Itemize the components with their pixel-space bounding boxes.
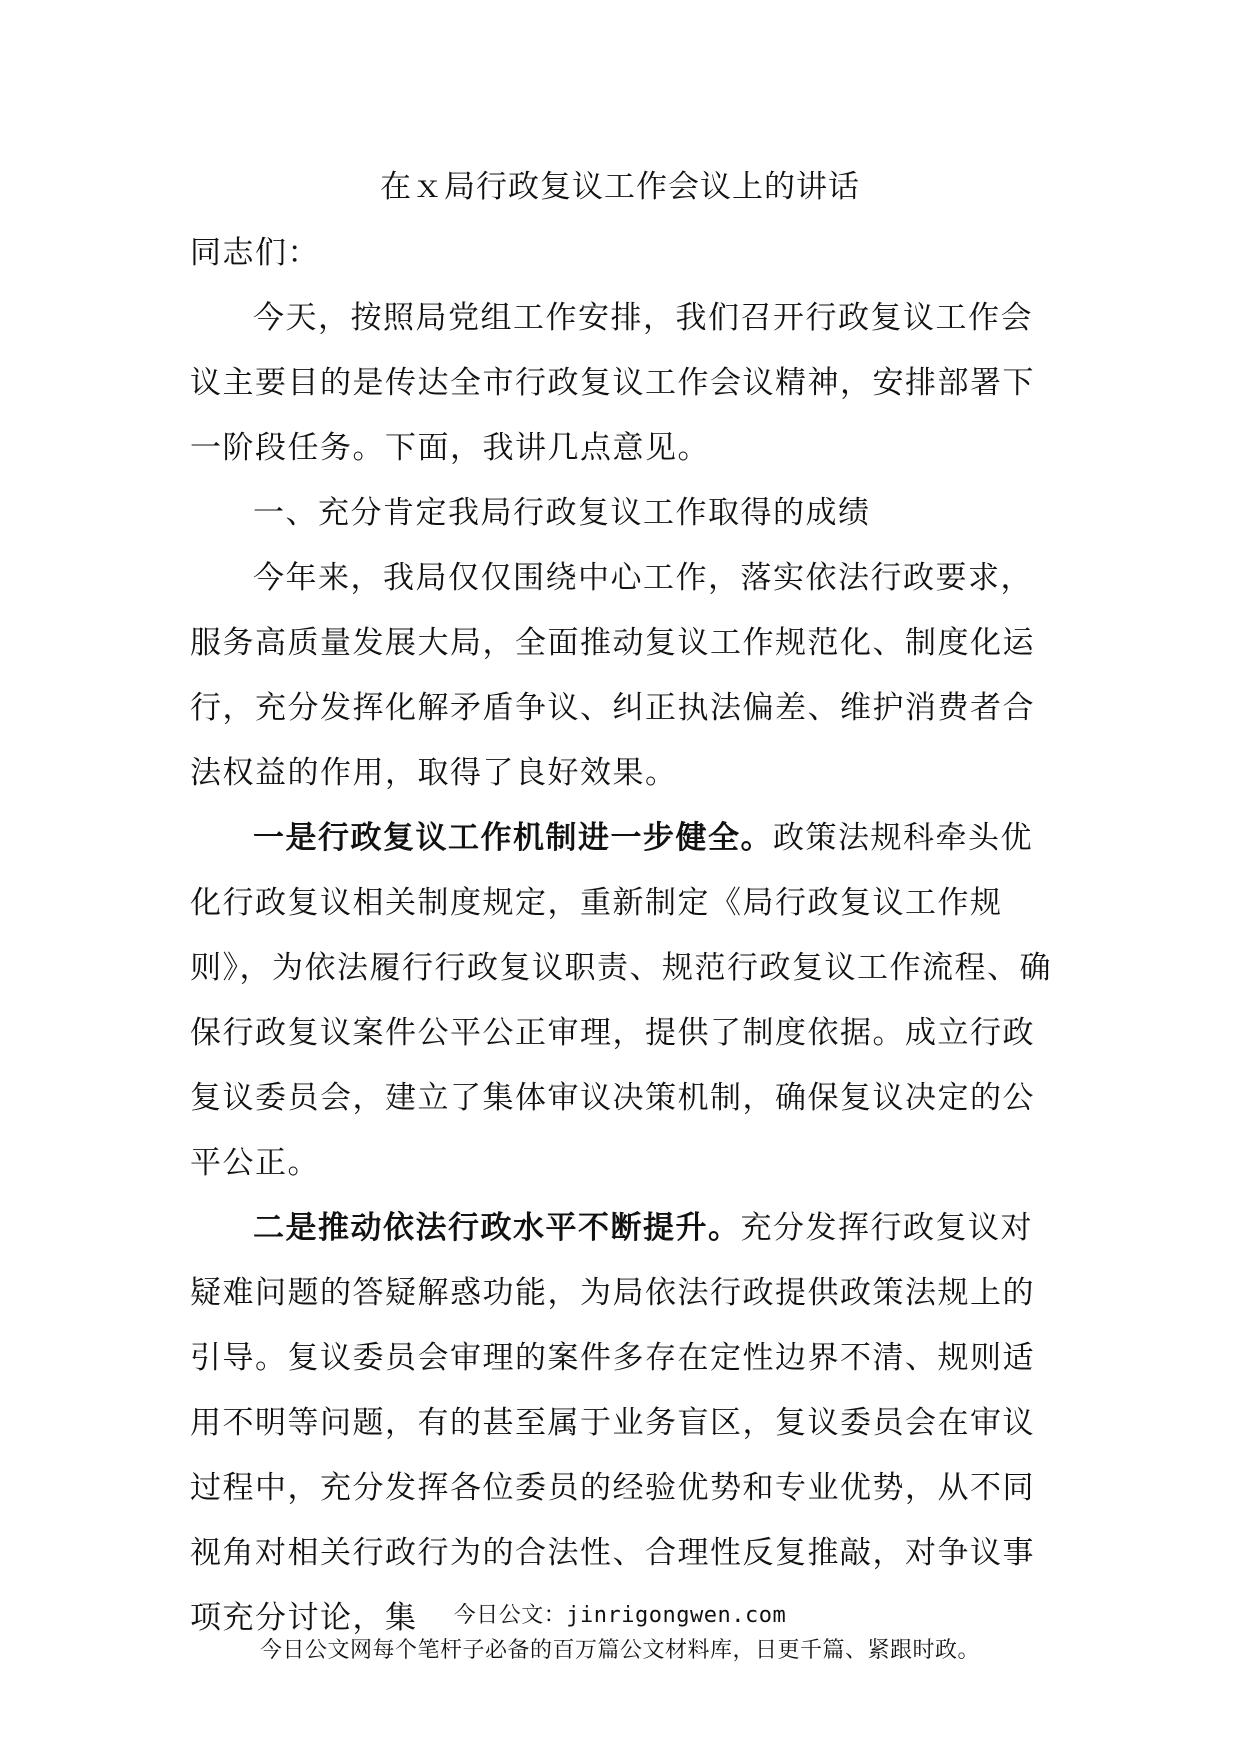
paragraph-lead: 一是行政复议工作机制进一步健全。 (253, 820, 773, 856)
paragraph-text: 政策法规科牵头优化行政复议相关制度规定，重新制定《局行政复议工作规则》，为依法履行行政复议职责、规范行政复议工作流程、确保行政复议案件公平公正审理，提供了制度依据。成立行政复议委员会，建立了集体审议决策机制，确保复议决定的公平公正。 (190, 820, 1052, 1181)
paragraph-achievements (190, 546, 1060, 806)
paragraph-point-2 (190, 1196, 1060, 1651)
document-body (190, 221, 1060, 1651)
footer-site-link[interactable]: 今日公文：jinrigongwen.com (453, 1603, 787, 1628)
salutation: 同志们： (190, 235, 320, 271)
footer-slogan: 今日公文网每个笔杆子必备的百万篇公文材料库，日更千篇、紧跟时政。 (259, 1638, 980, 1663)
section-heading-1 (190, 481, 1060, 546)
paragraph-text: 今年来，我局仅仅围绕中心工作，落实依法行政要求，服务高质量发展大局，全面推动复议工作规范化、制度化运行，充分发挥化解矛盾争议、纠正执法偏差、维护消费者合法权益的作用，取得了良好效果。 (190, 560, 1035, 791)
paragraph-text: 今天，按照局党组工作安排，我们召开行政复议工作会议主要目的是传达全市行政复议工作会议精神，安排部署下一阶段任务。下面，我讲几点意见。 (190, 300, 1035, 466)
paragraph-intro (190, 286, 1060, 481)
paragraph-text: 充分发挥行政复议对疑难问题的答疑解惑功能，为局依法行政提供政策法规上的引导。复议委员会审理的案件多存在定性边界不清、规则适用不明等问题，有的甚至属于业务盲区，复议委员会在审议过程中，充分发挥各位委员的经验优势和专业优势，从不同视角对相关行政行为的合法性、合理性反复推敲，对争议事项充分讨论，集 (190, 1210, 1035, 1636)
document-title: 在ｘ局行政复议工作会议上的讲话 (380, 169, 860, 205)
paragraph-point-1 (190, 806, 1060, 1196)
paragraph-lead: 二是推动依法行政水平不断提升。 (253, 1210, 741, 1246)
paragraph-text: 一、充分肯定我局行政复议工作取得的成绩 (253, 495, 871, 531)
